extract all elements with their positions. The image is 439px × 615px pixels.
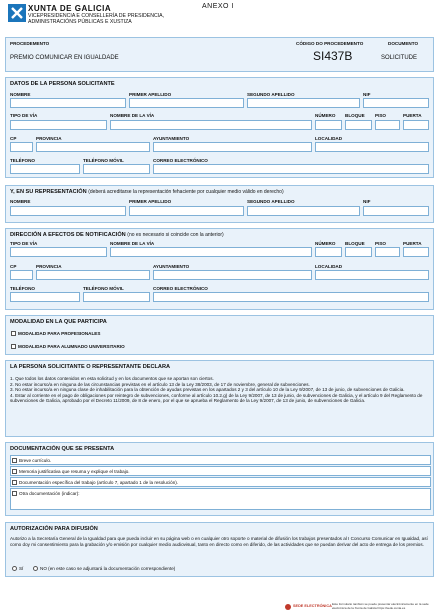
modality-students-checkbox[interactable] — [11, 344, 16, 349]
modality-students-label: MODALIDAD PARA ALUMNADO UNIVERSITARIO — [18, 344, 125, 349]
notif-puerta-input[interactable] — [403, 247, 429, 257]
label-n-bloque: BLOQUE — [345, 241, 365, 246]
applicant-puerta-input[interactable] — [403, 120, 429, 130]
modality-professionals-checkbox[interactable] — [11, 331, 16, 336]
label-puerta: PUERTA — [403, 113, 422, 118]
label-cp: CP — [10, 136, 17, 141]
procedure-label: PROCEDEMENTO — [10, 41, 50, 46]
authorization-panel — [5, 522, 434, 577]
notif-telefono-input[interactable] — [10, 292, 80, 302]
modality-professionals-label: MODALIDAD PARA PROFESIONALES — [18, 331, 101, 336]
label-n-ayuntamiento: AYUNTAMIENTO — [153, 264, 190, 269]
authorization-yes-radio[interactable] — [12, 566, 17, 571]
modality-panel — [5, 315, 434, 355]
applicant-title: DATOS DE LA PERSONA SOLICITANTE — [10, 81, 115, 87]
applicant-numero-input[interactable] — [315, 120, 342, 130]
label-bloque: BLOQUE — [345, 113, 365, 118]
declaration-text: 1. Que todos los datos contenidos en esta solicitud y en los documentos que se aportan son ciertos. 2. No estar incurso/a en ninguna de las circunstancias previstas en el artículo 13 de la Ley 38/2003, de 17 de noviembre, general de subvenciones. 3. No estar incurso/a en ninguna clase de inhabilitación para la obtención de ayudas previstas en los apartados 2 y 3 del artículo 10 de la Ley 9/2007, de 13 de junio, de subvenciones de Galicia. 4. Estar al corriente en el pago de obligaciones por reintegro de subvenciones, conforme al artículo 10.2.g) de la Ley 9/2007, de 13 de junio, de subvenciones de Galicia, y el artículo 9 del Reglamento de subvenciones de Galicia, aprobado por el Decreto 11/2009, de 8 de enero, por el que se aprueba el Reglamento de la Ley 9/2007, de 13 de junio, de subvenciones de Galicia. — [10, 376, 423, 404]
label-rep-primer: PRIMER APELLIDO — [129, 199, 172, 204]
document-value: SOLICITUDE — [381, 55, 418, 61]
applicant-localidad-input[interactable] — [315, 142, 429, 152]
label-piso: PISO — [375, 113, 386, 118]
notif-cp-input[interactable] — [10, 270, 33, 280]
authorization-text: Autorizo a la Secretaría General de la Igualdad para que pueda incluir en su página web o en cualquier otro soporte o material de difusión los trabajos presentados al I Concurso Comunicar en Igualdad, así como doy mi consentimiento para la grabación y/o emisión por cualquier medio audiovisual, tanto en directo como en diferido, de las actividades que se puedan derivar del acto de entrega de los premios. — [10, 536, 428, 547]
procedure-code-label: CÓDIGO DO PROCEDEMENTO — [296, 41, 364, 46]
applicant-segundo-apellido-input[interactable] — [247, 98, 360, 108]
footer-note: Este formulario también se puede presentar electrónicamente en la sede electrónica de la Xunta de Galicia https://sede.xunta.es — [332, 602, 429, 610]
label-n-puerta: PUERTA — [403, 241, 422, 246]
notif-piso-input[interactable] — [375, 247, 400, 257]
label-movil: TELÉFONO MÓVIL — [83, 158, 124, 163]
label-n-movil: TELÉFONO MÓVIL — [83, 286, 124, 291]
department-name: VICEPRESIDENCIA E CONSELLERÍA DE PRESIDENCIA, ADMINISTRACIÓNS PÚBLICAS E XUSTIZA — [28, 13, 165, 25]
label-n-telefono: TELÉFONO — [10, 286, 36, 291]
applicant-bloque-input[interactable] — [345, 120, 372, 130]
notif-provincia-input[interactable] — [36, 270, 150, 280]
label-numero: NÚMERO — [315, 113, 336, 118]
sede-electronica-label: SEDE ELECTRÓNICA — [293, 604, 332, 608]
notif-bloque-input[interactable] — [345, 247, 372, 257]
label-n-tipo-via: TIPO DE VÍA — [10, 241, 38, 246]
label-rep-segundo: SEGUNDO APELLIDO — [247, 199, 295, 204]
applicant-piso-input[interactable] — [375, 120, 400, 130]
procedure-code-value: SI437B — [313, 49, 353, 63]
label-provincia: PROVINCIA — [36, 136, 62, 141]
label-localidad: LOCALIDAD — [315, 136, 343, 141]
rep-segundo-apellido-input[interactable] — [247, 206, 360, 216]
applicant-ayuntamiento-input[interactable] — [153, 142, 312, 152]
documentation-title: DOCUMENTACIÓN QUE SE PRESENTA — [10, 446, 115, 452]
representation-title: Y, EN SU REPRESENTACIÓN (deberá acreditarse la representación fehaciente por cualquier medio válido en derecho) — [10, 189, 284, 195]
procedure-value: PREMIO COMUNICAR EN IGUALDADE — [10, 55, 119, 61]
applicant-nombre-input[interactable] — [10, 98, 126, 108]
authorization-title: AUTORIZACIÓN PARA DIFUSIÓN — [10, 526, 98, 532]
notification-title: DIRECCIÓN A EFECTOS DE NOTIFICACIÓN (no es necesario si coincide con la anterior) — [10, 232, 224, 238]
doc-item-especifica[interactable]: Documentación específica del trabajo (artículo 7, apartado 1 de la resolución). — [10, 477, 431, 487]
label-n-numero: NÚMERO — [315, 241, 336, 246]
annex-label: ANEXO I — [202, 3, 234, 10]
modality-title: MODALIDAD EN LA QUE PARTICIPA — [10, 319, 107, 325]
applicant-provincia-input[interactable] — [36, 142, 150, 152]
brand-name: XUNTA DE GALICIA — [28, 4, 112, 13]
notif-nombre-via-input[interactable] — [110, 247, 312, 257]
applicant-panel — [5, 77, 434, 178]
label-telefono: TELÉFONO — [10, 158, 36, 163]
label-n-email: CORREO ELECTRÓNICO — [153, 286, 208, 291]
declaration-title: LA PERSONA SOLICITANTE O REPRESENTANTE DECLARA — [10, 364, 171, 370]
label-nif: NIF — [363, 92, 371, 97]
sede-electronica-icon — [285, 604, 291, 610]
xunta-logo-icon — [8, 4, 26, 22]
documentation-panel — [5, 442, 434, 516]
applicant-email-input[interactable] — [153, 164, 429, 174]
doc-otra-checkbox[interactable] — [12, 491, 17, 496]
notif-ayuntamiento-input[interactable] — [153, 270, 312, 280]
label-rep-nif: NIF — [363, 199, 371, 204]
doc-item-curriculum[interactable]: Breve currículo. — [10, 455, 431, 465]
procedure-panel — [5, 37, 434, 72]
label-rep-nombre: NOMBRE — [10, 199, 31, 204]
label-nombre: NOMBRE — [10, 92, 31, 97]
label-tipo-via: TIPO DE VÍA — [10, 113, 38, 118]
applicant-nif-input[interactable] — [363, 98, 429, 108]
representation-panel — [5, 185, 434, 223]
notif-tipo-via-input[interactable] — [10, 247, 107, 257]
label-primer-apellido: PRIMER APELLIDO — [129, 92, 172, 97]
applicant-cp-input[interactable] — [10, 142, 33, 152]
label-n-piso: PISO — [375, 241, 386, 246]
label-nombre-via: NOMBRE DE LA VÍA — [110, 113, 155, 118]
applicant-primer-apellido-input[interactable] — [129, 98, 244, 108]
document-label: DOCUMENTO — [388, 41, 419, 46]
notif-numero-input[interactable] — [315, 247, 342, 257]
rep-primer-apellido-input[interactable] — [129, 206, 244, 216]
doc-memoria-checkbox[interactable] — [12, 469, 17, 474]
label-n-nombre-via: NOMBRE DE LA VÍA — [110, 241, 155, 246]
applicant-telefono-input[interactable] — [10, 164, 80, 174]
label-n-provincia: PROVINCIA — [36, 264, 62, 269]
rep-nif-input[interactable] — [363, 206, 429, 216]
label-n-localidad: LOCALIDAD — [315, 264, 343, 269]
notif-email-input[interactable] — [153, 292, 429, 302]
doc-curriculum-checkbox[interactable] — [12, 458, 17, 463]
applicant-tipo-via-input[interactable] — [10, 120, 107, 130]
label-email: CORREO ELECTRÓNICO — [153, 158, 208, 163]
doc-item-memoria[interactable]: Memoria justificativa que resuma y explique el trabajo. — [10, 466, 431, 476]
label-n-cp: CP — [10, 264, 17, 269]
notif-movil-input[interactable] — [83, 292, 150, 302]
doc-item-otra[interactable]: Otra documentación (indicar): — [10, 488, 431, 510]
rep-nombre-input[interactable] — [10, 206, 126, 216]
declaration-panel — [5, 360, 434, 437]
authorization-yes-label: SÍ — [19, 566, 24, 571]
applicant-movil-input[interactable] — [83, 164, 150, 174]
authorization-no-label: NO (en este caso se adjuntará la documentación correspondiente) — [40, 566, 176, 571]
label-segundo-apellido: SEGUNDO APELLIDO — [247, 92, 295, 97]
label-ayuntamiento: AYUNTAMIENTO — [153, 136, 190, 141]
doc-especifica-checkbox[interactable] — [12, 480, 17, 485]
notification-panel — [5, 228, 434, 310]
authorization-no-radio[interactable] — [33, 566, 38, 571]
applicant-nombre-via-input[interactable] — [110, 120, 312, 130]
notif-localidad-input[interactable] — [315, 270, 429, 280]
